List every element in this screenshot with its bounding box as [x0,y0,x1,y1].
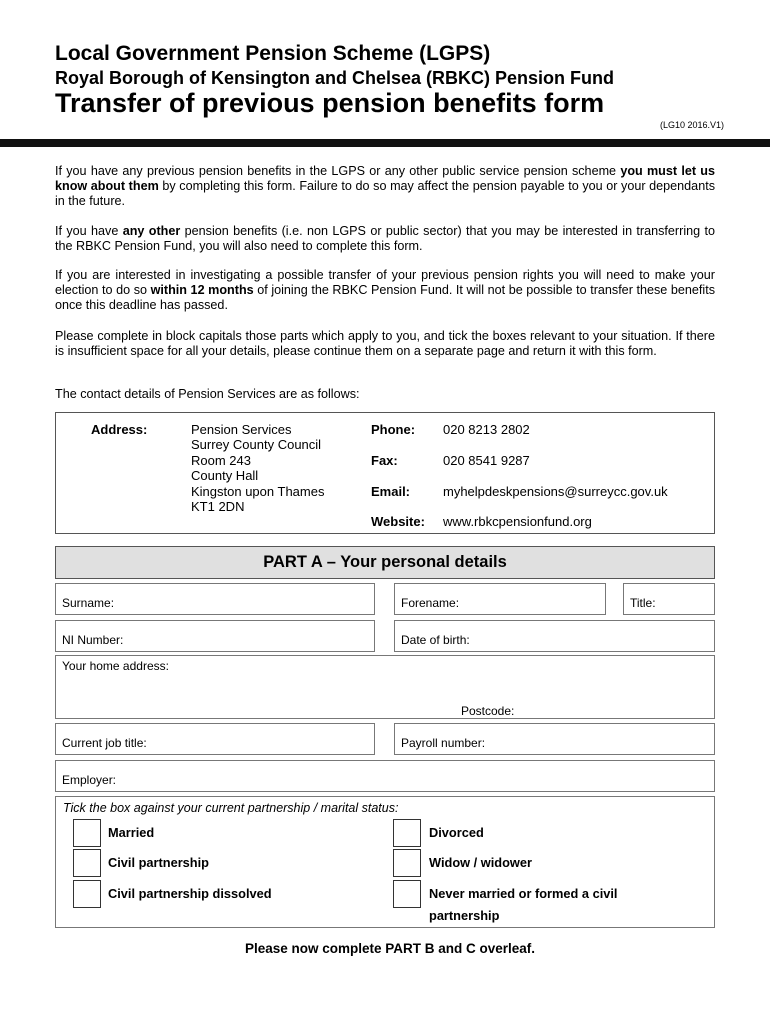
civil-partnership-dissolved-checkbox[interactable] [73,880,101,908]
footer-instruction: Please now complete PART B and C overleaf. [244,941,536,956]
ni-number-field[interactable] [55,620,375,652]
employer-label: Employer: [62,773,117,787]
address-line: Kingston upon Thames [191,483,325,499]
intro-p2-text: If you have [55,224,123,238]
marital-status-prompt: Tick the box against your current partnership / marital status: [63,801,399,815]
intro-p3-text: If you are interested in investigating a possible transfer of your previous pension rights you will need to make your election to do so [55,268,715,297]
intro-p3-bold: within 12 months [150,283,254,297]
married-label: Married [108,825,155,840]
home-address-field[interactable] [55,655,715,719]
title-label: Title: [630,596,656,610]
date-of-birth-label: Date of birth: [401,633,470,647]
address-block [191,422,324,514]
website-value[interactable]: www.rbkcpensionfund.org [443,514,592,529]
home-address-label: Your home address: [62,659,169,673]
fax-label: Fax: [371,453,398,468]
phone-label: Phone: [371,422,416,437]
intro-p2-text-end: pension benefits (i.e. non LGPS or public sector) that you may be interested in transferring to the RBKC Pension Fund, you will also need to complete this form. [55,224,716,253]
fund-title: Royal Borough of Kensington and Chelsea (RBKC) Pension Fund [55,68,615,88]
never-married-label: Never married or formed a civil partnership [429,886,618,923]
address-line: KT1 2DN [191,499,245,515]
married-checkbox[interactable] [73,819,101,847]
address-line: Room 243 [191,452,251,468]
header-rule [0,139,770,147]
payroll-number-field[interactable] [394,723,715,755]
widow-checkbox[interactable] [393,849,421,877]
address-line: Surrey County Council [191,437,322,453]
website-label: Website: [371,514,425,529]
civil-partnership-checkbox[interactable] [73,849,101,877]
email-label: Email: [371,484,411,499]
civil-partnership-dissolved-label: Civil partnership dissolved [108,886,272,901]
address-label: Address: [91,422,148,437]
surname-field[interactable] [55,583,375,615]
contact-details-box [55,412,715,534]
job-title-field[interactable] [55,723,375,755]
intro-p1-text: If you have any previous pension benefits in the LGPS or any other public service pension scheme [55,164,621,178]
address-line: Pension Services [191,422,292,437]
intro-paragraph-5: The contact details of Pension Services are as follows: [55,387,360,401]
divorced-checkbox[interactable] [393,819,421,847]
intro-paragraph-2 [55,224,715,254]
forename-label: Forename: [401,596,460,610]
civil-partnership-label: Civil partnership [108,855,209,870]
part-a-heading: PART A – Your personal details [55,546,715,579]
date-of-birth-field[interactable] [394,620,715,652]
form-reference: (LG10 2016.V1) [659,120,724,130]
intro-p1-text-end: by completing this form. Failure to do so may affect the pension payable to you or your dependants in the future. [55,179,715,208]
employer-field[interactable] [55,760,715,792]
postcode-label: Postcode: [461,704,515,718]
fax-value: 020 8541 9287 [443,453,530,468]
title-field[interactable] [623,583,715,615]
intro-paragraph-3 [55,268,715,313]
widow-label: Widow / widower [429,855,532,870]
intro-p2-bold: any other [122,224,181,238]
intro-p3-text-end: of joining the RBKC Pension Fund. It will not be possible to transfer these benefits once this deadline has passed. [55,283,715,312]
forename-field[interactable] [394,583,606,615]
marital-status-section [55,796,715,928]
job-title-label: Current job title: [62,736,147,750]
ni-number-label: NI Number: [62,633,124,647]
intro-p1-bold: you must let us know about them [55,164,715,193]
form-title: Transfer of previous pension benefits form [55,88,605,118]
intro-paragraph-1 [55,164,715,209]
intro-paragraph-4: Please complete in block capitals those parts which apply to you, and tick the boxes relevant to your situation. If there is insufficient space for all your details, please continue them on a separate page and return it with this form. [55,329,715,358]
surname-label: Surname: [62,596,115,610]
address-line: County Hall [191,468,259,484]
never-married-checkbox[interactable] [393,880,421,908]
email-value[interactable]: myhelpdeskpensions@surreycc.gov.uk [443,484,668,499]
payroll-number-label: Payroll number: [401,736,486,750]
phone-value: 020 8213 2802 [443,422,530,437]
divorced-label: Divorced [429,825,484,840]
scheme-title: Local Government Pension Scheme (LGPS) [55,42,491,65]
